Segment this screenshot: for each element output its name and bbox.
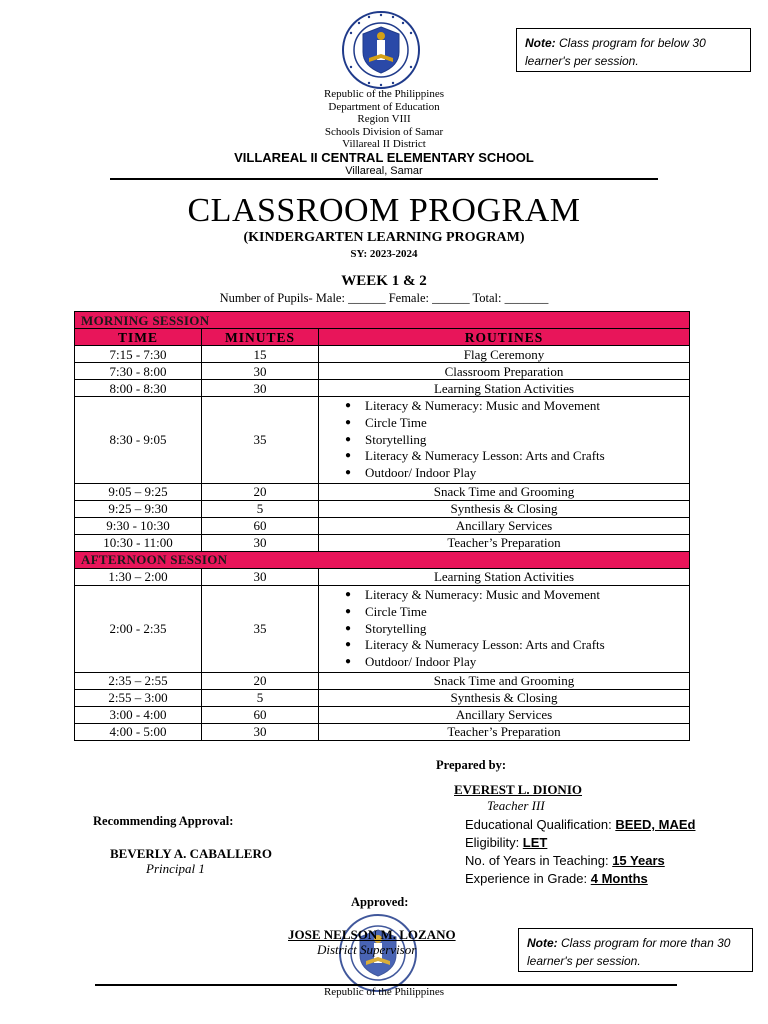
table-row — [75, 534, 690, 551]
header-department: Department of Education — [328, 100, 440, 113]
time-cell: 1:30 – 2:00 — [75, 568, 202, 585]
table-row — [75, 346, 690, 363]
header-district: Villareal II District — [342, 138, 426, 150]
routine-cell: Teacher’s Preparation — [319, 534, 690, 551]
table-row — [75, 689, 690, 706]
table-row — [75, 363, 690, 380]
approved-name: JOSE NELSON M. LOZANO — [288, 927, 456, 942]
routine-cell — [319, 397, 690, 484]
qual-experience: Experience in Grade: 4 Months — [465, 871, 648, 886]
minutes-cell: 35 — [202, 397, 319, 484]
time-cell: 9:30 - 10:30 — [75, 517, 202, 534]
school-year: SY: 2023-2024 — [350, 248, 418, 260]
recommending-label: Recommending Approval: — [93, 814, 234, 828]
header-block — [234, 88, 534, 151]
table-row — [75, 585, 690, 672]
time-cell: 2:55 – 3:00 — [75, 689, 202, 706]
qualifications — [465, 816, 695, 888]
routine-item: ● Literacy & Numeracy Lesson: Arts and Crafts — [345, 448, 685, 465]
session-row-morning — [75, 312, 690, 329]
qual-years: No. of Years in Teaching: 15 Years — [465, 853, 665, 868]
routine-cell: Learning Station Activities — [319, 380, 690, 397]
routine-cell: Learning Station Activities — [319, 568, 690, 585]
routine-item: ● Circle Time — [345, 604, 685, 621]
session-label-morning: MORNING SESSION — [75, 312, 690, 329]
note-box-top — [516, 28, 751, 72]
time-cell: 8:00 - 8:30 — [75, 380, 202, 397]
routine-cell: Ancillary Services — [319, 517, 690, 534]
routine-cell: Snack Time and Grooming — [319, 483, 690, 500]
prepared-name: EVEREST L. DIONIO — [454, 782, 582, 797]
approved-label: Approved: — [351, 895, 409, 909]
routine-cell: Classroom Preparation — [319, 363, 690, 380]
table-row — [75, 517, 690, 534]
routine-item: ● Outdoor/ Indoor Play — [345, 465, 685, 482]
table-row — [75, 397, 690, 484]
note-box-bottom — [518, 928, 753, 972]
header-region: Region VIII — [357, 113, 411, 125]
week-label: WEEK 1 & 2 — [341, 273, 427, 289]
schedule-table — [74, 311, 690, 741]
table-row — [75, 568, 690, 585]
session-row-afternoon — [75, 551, 690, 568]
afternoon-rows — [75, 568, 690, 740]
note-text: Class program for below 30 learner's per session. — [525, 36, 706, 68]
qual-eligibility: Eligibility: LET — [465, 835, 548, 850]
minutes-cell: 60 — [202, 517, 319, 534]
time-cell: 9:25 – 9:30 — [75, 500, 202, 517]
routine-item: ● Circle Time — [345, 415, 685, 432]
routine-cell: Flag Ceremony — [319, 346, 690, 363]
minutes-cell: 30 — [202, 380, 319, 397]
time-cell: 2:35 – 2:55 — [75, 672, 202, 689]
table-row — [75, 380, 690, 397]
routine-cell: Ancillary Services — [319, 706, 690, 723]
minutes-cell: 5 — [202, 689, 319, 706]
time-cell: 4:00 - 5:00 — [75, 723, 202, 740]
time-cell: 9:05 – 9:25 — [75, 483, 202, 500]
header-minutes: MINUTES — [202, 329, 319, 346]
table-row — [75, 706, 690, 723]
approved-position: District Supervisor — [317, 942, 417, 957]
table-row — [75, 500, 690, 517]
routine-cell: Snack Time and Grooming — [319, 672, 690, 689]
time-cell: 10:30 - 11:00 — [75, 534, 202, 551]
minutes-cell: 20 — [202, 672, 319, 689]
header-rule — [110, 178, 658, 180]
routine-cell: Teacher’s Preparation — [319, 723, 690, 740]
routine-cell: Synthesis & Closing — [319, 500, 690, 517]
deped-seal-icon — [341, 10, 421, 90]
minutes-cell: 30 — [202, 534, 319, 551]
table-header-row — [75, 329, 690, 346]
prepared-label: Prepared by: — [436, 758, 507, 772]
minutes-cell: 30 — [202, 568, 319, 585]
minutes-cell: 5 — [202, 500, 319, 517]
note-text: Class program for more than 30 learner's per session. — [527, 936, 731, 968]
time-cell: 3:00 - 4:00 — [75, 706, 202, 723]
page-subtitle: (KINDERGARTEN LEARNING PROGRAM) — [243, 230, 525, 245]
morning-rows — [75, 346, 690, 552]
page-title: CLASSROOM PROGRAM — [187, 192, 581, 229]
header-division: Schools Division of Samar — [324, 125, 444, 138]
minutes-cell: 60 — [202, 706, 319, 723]
minutes-cell: 30 — [202, 363, 319, 380]
footer-text: Republic of the Philippines — [323, 986, 445, 998]
recommending-position: Principal 1 — [146, 861, 205, 876]
time-cell: 7:30 - 8:00 — [75, 363, 202, 380]
header-routines: ROUTINES — [319, 329, 690, 346]
header-time: TIME — [75, 329, 202, 346]
session-label-afternoon: AFTERNOON SESSION — [75, 551, 690, 568]
note-label: Note: — [525, 36, 556, 50]
routine-cell — [319, 585, 690, 672]
minutes-cell: 20 — [202, 483, 319, 500]
minutes-cell: 35 — [202, 585, 319, 672]
time-cell: 7:15 - 7:30 — [75, 346, 202, 363]
routine-cell: Synthesis & Closing — [319, 689, 690, 706]
school-name: VILLAREAL II CENTRAL ELEMENTARY SCHOOL — [234, 150, 534, 165]
qual-education: Educational Qualification: BEED, MAEd — [465, 817, 696, 832]
table-row — [75, 672, 690, 689]
school-address: Villareal, Samar — [345, 165, 423, 177]
routine-list — [341, 587, 685, 671]
routine-item: ● Literacy & Numeracy: Music and Movement — [345, 587, 685, 604]
pupils-line: Number of Pupils- Male: ______ Female: ______ Total: _______ — [219, 291, 549, 305]
routine-list — [341, 398, 685, 482]
table-row — [75, 723, 690, 740]
routine-item: ● Outdoor/ Indoor Play — [345, 654, 685, 671]
recommending-name: BEVERLY A. CABALLERO — [110, 846, 272, 861]
header-republic: Republic of the Philippines — [323, 88, 445, 100]
minutes-cell: 15 — [202, 346, 319, 363]
time-cell: 2:00 - 2:35 — [75, 585, 202, 672]
routine-item: ● Storytelling — [345, 621, 685, 638]
routine-item: ● Literacy & Numeracy: Music and Movement — [345, 398, 685, 415]
time-cell: 8:30 - 9:05 — [75, 397, 202, 484]
table-row — [75, 483, 690, 500]
minutes-cell: 30 — [202, 723, 319, 740]
prepared-position: Teacher III — [487, 798, 545, 813]
routine-item: ● Literacy & Numeracy Lesson: Arts and Crafts — [345, 637, 685, 654]
routine-item: ● Storytelling — [345, 432, 685, 449]
deped-seal — [341, 10, 421, 95]
note-label: Note: — [527, 936, 558, 950]
